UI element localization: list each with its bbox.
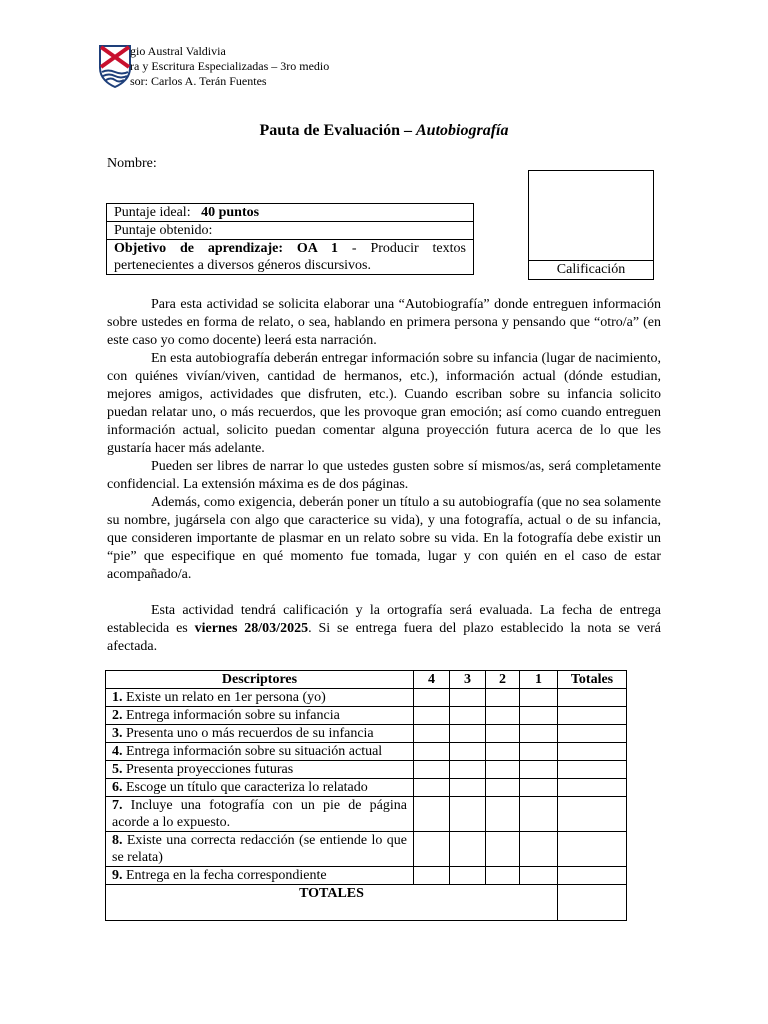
- rubric-descriptor: [106, 725, 414, 743]
- rubric-table: [105, 670, 627, 921]
- rubric-descriptor-number: 7.: [112, 798, 123, 813]
- obtained-score-cell: [107, 222, 474, 240]
- ideal-score-label: Puntaje ideal:: [114, 205, 191, 220]
- paragraph-3: Pueden ser libres de narrar lo que ustedes gusten sobre sí mismos/as, será completamente confidencial. La extensión máxima es de dos páginas.: [107, 459, 661, 492]
- rubric-descriptor: [106, 743, 414, 761]
- rubric-descriptor-text: Entrega información sobre su infancia: [122, 708, 340, 723]
- header-score-3: 3: [450, 671, 486, 689]
- school-header: [130, 44, 329, 89]
- rubric-cell-total[interactable]: [558, 761, 627, 779]
- paragraph-4: Además, como exigencia, deberán poner un título a su autobiografía (que no sea solamente su nombre, jugársela con algo que caracterice su vida), y una fotografía, actual o de su infancia, que consideren importante de plasmar en un relato sobre su vida. En la fotografía debe existir un “pie” que especifique en qué momento fue tomada, lugar y con quién en el caso de estar acompañado/a.: [107, 495, 661, 582]
- rubric-cell-score-4[interactable]: [414, 689, 450, 707]
- rubric-cell-score-2[interactable]: [486, 689, 520, 707]
- rubric-row: [106, 761, 627, 779]
- rubric-cell-score-4[interactable]: [414, 725, 450, 743]
- paragraph-5: [107, 602, 661, 656]
- rubric-cell-total[interactable]: [558, 743, 627, 761]
- objective-text: - Producir textos pertenecientes a diversos géneros discursivos.: [114, 241, 466, 273]
- rubric-cell-score-2[interactable]: [486, 707, 520, 725]
- rubric-cell-score-3[interactable]: [450, 867, 486, 885]
- name-field-label: Nombre:: [107, 156, 157, 171]
- header-score-1: 1: [520, 671, 558, 689]
- rubric-cell-score-1[interactable]: [520, 707, 558, 725]
- paragraph-5-text-a: Esta actividad tendrá calificación y la ortografía será evaluada. La fecha de entrega establecida es: [107, 603, 661, 636]
- rubric-descriptor: [106, 707, 414, 725]
- rubric-cell-score-3[interactable]: [450, 689, 486, 707]
- teacher-name: sor: Carlos A. Terán Fuentes: [130, 74, 267, 88]
- rubric-cell-score-1[interactable]: [520, 779, 558, 797]
- header-descriptores: Descriptores: [106, 671, 414, 689]
- paragraph-5-text-b: . Si se entrega fuera del plazo establecido la nota se verá afectada.: [107, 621, 661, 654]
- rubric-descriptor-number: 2.: [112, 708, 123, 723]
- rubric-cell-total[interactable]: [558, 797, 627, 832]
- score-box: [106, 203, 474, 275]
- rubric-cell-score-3[interactable]: [450, 832, 486, 867]
- ideal-score-value: 40 puntos: [201, 205, 260, 220]
- rubric-cell-score-4[interactable]: [414, 797, 450, 832]
- title-main: Pauta de Evaluación –: [259, 122, 416, 139]
- objective-cell: [107, 240, 474, 275]
- rubric-cell-score-1[interactable]: [520, 797, 558, 832]
- rubric-cell-score-4[interactable]: [414, 761, 450, 779]
- objective-label: Objetivo de aprendizaje: OA 1: [114, 241, 339, 256]
- rubric-descriptor: [106, 832, 414, 867]
- rubric-cell-score-3[interactable]: [450, 707, 486, 725]
- rubric-row: [106, 707, 627, 725]
- rubric-cell-score-2[interactable]: [486, 725, 520, 743]
- rubric-descriptor-text: Presenta uno o más recuerdos de su infancia: [122, 726, 374, 741]
- rubric-row: [106, 867, 627, 885]
- rubric-descriptor-text: Entrega información sobre su situación actual: [122, 744, 383, 759]
- rubric-descriptor: [106, 779, 414, 797]
- header-score-2: 2: [486, 671, 520, 689]
- rubric-cell-score-1[interactable]: [520, 867, 558, 885]
- rubric-descriptor-number: 3.: [112, 726, 123, 741]
- rubric-cell-score-3[interactable]: [450, 779, 486, 797]
- rubric-descriptor: [106, 689, 414, 707]
- rubric-cell-score-4[interactable]: [414, 743, 450, 761]
- rubric-cell-total[interactable]: [558, 832, 627, 867]
- rubric-cell-score-1[interactable]: [520, 689, 558, 707]
- rubric-cell-score-3[interactable]: [450, 761, 486, 779]
- rubric-descriptor: [106, 867, 414, 885]
- ideal-score-cell: [107, 204, 474, 222]
- due-date: viernes 28/03/2025: [194, 621, 309, 636]
- obtained-score-label: Puntaje obtenido:: [114, 223, 213, 238]
- grade-label: Calificación: [556, 262, 626, 277]
- rubric-cell-score-4[interactable]: [414, 867, 450, 885]
- rubric-row: [106, 797, 627, 832]
- instructions-text: [107, 296, 661, 656]
- header-totales: Totales: [558, 671, 627, 689]
- rubric-descriptor-text: Presenta proyecciones futuras: [122, 762, 294, 777]
- rubric-cell-score-2[interactable]: [486, 761, 520, 779]
- rubric-descriptor-number: 1.: [112, 690, 123, 705]
- rubric-cell-score-4[interactable]: [414, 707, 450, 725]
- school-crest-logo: [98, 44, 132, 88]
- rubric-cell-score-2[interactable]: [486, 743, 520, 761]
- rubric-row: [106, 779, 627, 797]
- rubric-descriptor-number: 9.: [112, 868, 123, 883]
- rubric-row: [106, 743, 627, 761]
- rubric-descriptor-text: Incluye una fotografía con un pie de página acorde a lo expuesto.: [112, 798, 407, 830]
- title-italic: Autobiografía: [416, 122, 509, 139]
- totals-label: TOTALES: [106, 885, 558, 921]
- rubric-descriptor-number: 6.: [112, 780, 123, 795]
- rubric-cell-score-2[interactable]: [486, 832, 520, 867]
- rubric-cell-total[interactable]: [558, 779, 627, 797]
- rubric-cell-total[interactable]: [558, 707, 627, 725]
- rubric-descriptor-text: Entrega en la fecha correspondiente: [122, 868, 327, 883]
- rubric-descriptor-number: 8.: [112, 833, 123, 848]
- paragraph-2: En esta autobiografía deberán entregar información sobre su infancia (lugar de nacimiento, con quiénes vivían/viven, cantidad de hermanos, etc.), información actual (dónde estudian, mejores amigos, actividades que disfruten, etc.). Cuando escriban sobre su infancia solicito puedan relatar uno, o más recuerdos, que les provoque gran emoción; así como cuando entreguen información actual, solicito puedan comentar alguna proyección futura acerca de lo que les gustaría hacer más adelante.: [107, 351, 661, 456]
- rubric-cell-total[interactable]: [558, 689, 627, 707]
- rubric-cell-score-1[interactable]: [520, 743, 558, 761]
- rubric-descriptor: [106, 761, 414, 779]
- header-score-4: 4: [414, 671, 450, 689]
- rubric-cell-score-4[interactable]: [414, 779, 450, 797]
- rubric-descriptor-text: Existe una correcta redacción (se entiende lo que se relata): [112, 833, 407, 865]
- rubric-row: [106, 725, 627, 743]
- rubric-descriptor-text: Existe un relato en 1er persona (yo): [122, 690, 326, 705]
- rubric-descriptor-number: 4.: [112, 744, 123, 759]
- page-title: [0, 122, 768, 140]
- school-name: gio Austral Valdivia: [130, 44, 226, 58]
- rubric-cell-score-2[interactable]: [486, 797, 520, 832]
- rubric-cell-score-2[interactable]: [486, 867, 520, 885]
- grand-total-cell[interactable]: [558, 885, 627, 921]
- rubric-cell-score-3[interactable]: [450, 743, 486, 761]
- rubric-cell-score-4[interactable]: [414, 832, 450, 867]
- rubric-descriptor-number: 5.: [112, 762, 123, 777]
- rubric-header-row: [106, 671, 627, 689]
- course-name: ra y Escritura Especializadas – 3ro medio: [130, 59, 330, 73]
- paragraph-1: Para esta actividad se solicita elaborar una “Autobiografía” donde entreguen información sobre ustedes en forma de relato, o sea, hablando en primera persona y pensando que “otro/a” (en este caso yo como docente) leerá esta narración.: [107, 297, 661, 348]
- rubric-cell-total[interactable]: [558, 725, 627, 743]
- rubric-cell-score-1[interactable]: [520, 725, 558, 743]
- rubric-cell-score-2[interactable]: [486, 779, 520, 797]
- rubric-row: [106, 832, 627, 867]
- rubric-cell-total[interactable]: [558, 867, 627, 885]
- rubric-descriptor: [106, 797, 414, 832]
- rubric-descriptor-text: Escoge un título que caracteriza lo relatado: [122, 780, 368, 795]
- rubric-cell-score-1[interactable]: [520, 832, 558, 867]
- grade-box: [528, 170, 654, 280]
- rubric-cell-score-3[interactable]: [450, 725, 486, 743]
- rubric-cell-score-3[interactable]: [450, 797, 486, 832]
- rubric-row: [106, 689, 627, 707]
- rubric-cell-score-1[interactable]: [520, 761, 558, 779]
- rubric-totals-row: [106, 885, 627, 921]
